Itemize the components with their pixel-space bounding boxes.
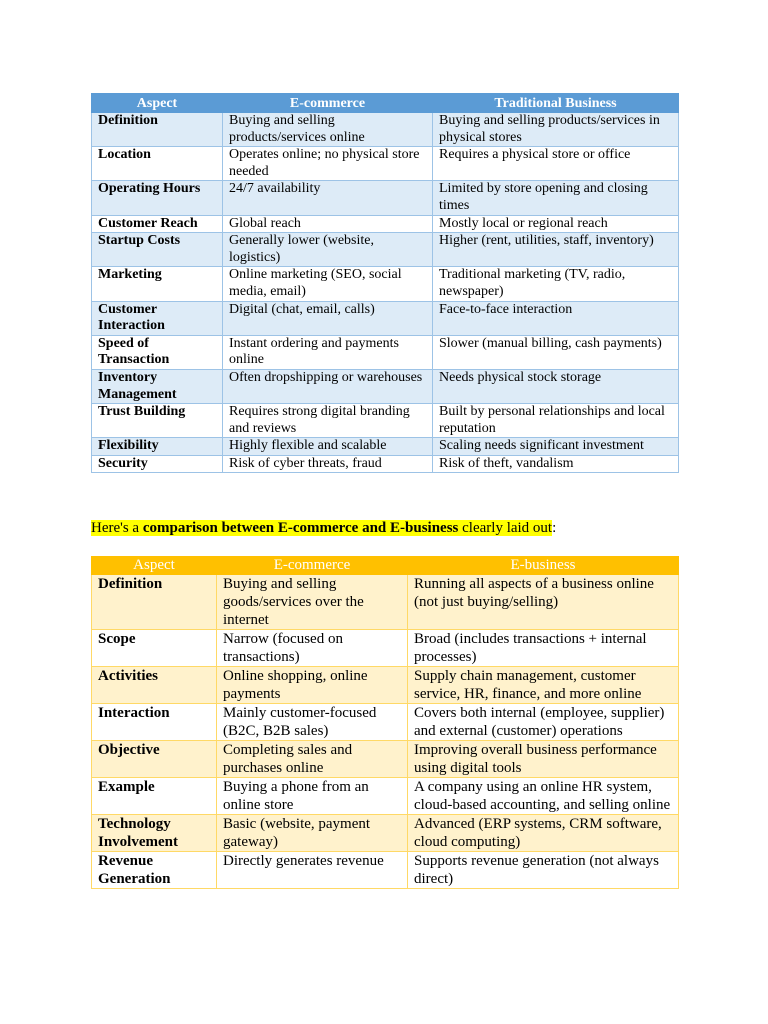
row-aspect-cell: Scope <box>92 630 217 667</box>
table-row <box>92 852 679 889</box>
header-ecommerce: E-commerce <box>223 94 433 113</box>
row-aspect-cell: Objective <box>92 741 217 778</box>
table-row <box>92 438 679 456</box>
table-row <box>92 404 679 438</box>
row-aspect-cell: Speed of Transaction <box>92 335 223 369</box>
table-row <box>92 301 679 335</box>
table-cell: Buying and selling goods/services over the internet <box>217 575 408 630</box>
table-cell: Buying and selling products/services online <box>223 113 433 147</box>
table-row <box>92 267 679 301</box>
header-aspect: Aspect <box>92 94 223 113</box>
table-row <box>92 335 679 369</box>
row-aspect-cell: Example <box>92 778 217 815</box>
table-cell: Risk of cyber threats, fraud <box>223 455 433 473</box>
table-cell: Online marketing (SEO, social media, email) <box>223 267 433 301</box>
table-cell: Highly flexible and scalable <box>223 438 433 456</box>
table-cell: Instant ordering and payments online <box>223 335 433 369</box>
table-cell: Mostly local or regional reach <box>433 215 679 233</box>
ecommerce-vs-ebusiness-table <box>91 556 679 889</box>
table-row <box>92 233 679 267</box>
row-aspect-cell: Trust Building <box>92 404 223 438</box>
table-row <box>92 455 679 473</box>
table-cell: Narrow (focused on transactions) <box>217 630 408 667</box>
table-row <box>92 575 679 630</box>
table-cell: Higher (rent, utilities, staff, inventory) <box>433 233 679 267</box>
table-row <box>92 113 679 147</box>
table-cell: Needs physical stock storage <box>433 369 679 403</box>
table-row <box>92 630 679 667</box>
table-row <box>92 215 679 233</box>
table-header-row <box>92 557 679 575</box>
table-cell: Face-to-face interaction <box>433 301 679 335</box>
table-cell: Limited by store opening and closing times <box>433 181 679 215</box>
table-cell: Mainly customer-focused (B2C, B2B sales) <box>217 704 408 741</box>
table-cell: Supports revenue generation (not always direct) <box>408 852 679 889</box>
row-aspect-cell: Inventory Management <box>92 369 223 403</box>
table-cell: Completing sales and purchases online <box>217 741 408 778</box>
table-cell: Risk of theft, vandalism <box>433 455 679 473</box>
table-cell: Built by personal relationships and local reputation <box>433 404 679 438</box>
table-cell: Advanced (ERP systems, CRM software, cloud computing) <box>408 815 679 852</box>
comparison-intro-text <box>91 519 556 537</box>
row-aspect-cell: Technology Involvement <box>92 815 217 852</box>
row-aspect-cell: Revenue Generation <box>92 852 217 889</box>
table-cell: Broad (includes transactions + internal processes) <box>408 630 679 667</box>
table-row <box>92 181 679 215</box>
table-cell: Running all aspects of a business online (not just buying/selling) <box>408 575 679 630</box>
table-row <box>92 778 679 815</box>
row-aspect-cell: Startup Costs <box>92 233 223 267</box>
intro-prefix: Here's a <box>91 520 143 536</box>
table-cell: Digital (chat, email, calls) <box>223 301 433 335</box>
row-aspect-cell: Marketing <box>92 267 223 301</box>
header-aspect: Aspect <box>92 557 217 575</box>
intro-end: : <box>552 520 557 536</box>
row-aspect-cell: Definition <box>92 113 223 147</box>
table-row <box>92 815 679 852</box>
row-aspect-cell: Security <box>92 455 223 473</box>
row-aspect-cell: Operating Hours <box>92 181 223 215</box>
table-cell: Scaling needs significant investment <box>433 438 679 456</box>
row-aspect-cell: Customer Reach <box>92 215 223 233</box>
table-row <box>92 369 679 403</box>
table-cell: Improving overall business performance using digital tools <box>408 741 679 778</box>
ecommerce-vs-traditional-table <box>91 93 679 473</box>
table-cell: Generally lower (website, logistics) <box>223 233 433 267</box>
row-aspect-cell: Interaction <box>92 704 217 741</box>
intro-bold: comparison between E-commerce and E-business <box>142 520 459 536</box>
table-cell: Traditional marketing (TV, radio, newspaper) <box>433 267 679 301</box>
header-ebusiness: E-business <box>408 557 679 575</box>
row-aspect-cell: Flexibility <box>92 438 223 456</box>
table-cell: Requires strong digital branding and reviews <box>223 404 433 438</box>
table-cell: Often dropshipping or warehouses <box>223 369 433 403</box>
row-aspect-cell: Location <box>92 147 223 181</box>
table-cell: Basic (website, payment gateway) <box>217 815 408 852</box>
header-ecommerce: E-commerce <box>217 557 408 575</box>
table-row <box>92 667 679 704</box>
table-row <box>92 147 679 181</box>
table-cell: Directly generates revenue <box>217 852 408 889</box>
table-cell: 24/7 availability <box>223 181 433 215</box>
table-cell: A company using an online HR system, cloud-based accounting, and selling online <box>408 778 679 815</box>
row-aspect-cell: Activities <box>92 667 217 704</box>
table-cell: Operates online; no physical store needed <box>223 147 433 181</box>
table-cell: Supply chain management, customer service, HR, finance, and more online <box>408 667 679 704</box>
table-cell: Covers both internal (employee, supplier) and external (customer) operations <box>408 704 679 741</box>
row-aspect-cell: Definition <box>92 575 217 630</box>
table-cell: Requires a physical store or office <box>433 147 679 181</box>
table-row <box>92 741 679 778</box>
table-row <box>92 704 679 741</box>
header-traditional-business: Traditional Business <box>433 94 679 113</box>
table-cell: Buying and selling products/services in physical stores <box>433 113 679 147</box>
table-cell: Buying a phone from an online store <box>217 778 408 815</box>
row-aspect-cell: Customer Interaction <box>92 301 223 335</box>
intro-suffix: clearly laid out <box>458 520 553 536</box>
table-cell: Online shopping, online payments <box>217 667 408 704</box>
table-cell: Slower (manual billing, cash payments) <box>433 335 679 369</box>
table-header-row <box>92 94 679 113</box>
table-cell: Global reach <box>223 215 433 233</box>
